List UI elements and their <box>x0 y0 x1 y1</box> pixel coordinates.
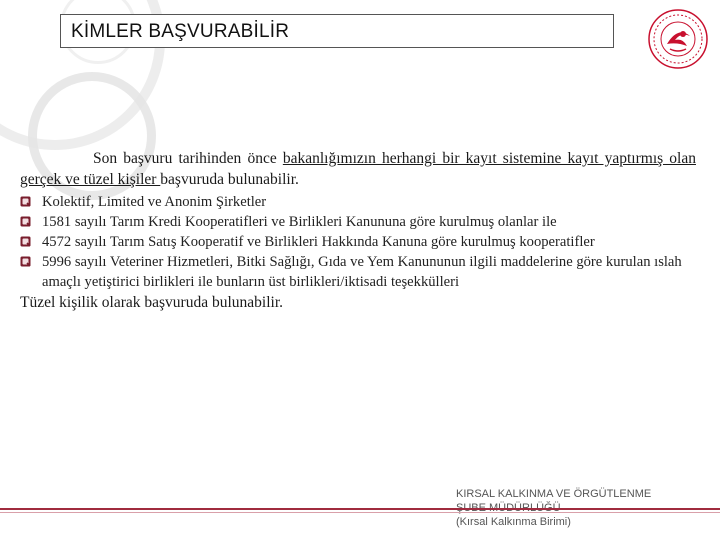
intro-paragraph <box>20 148 696 190</box>
checkbox-q-bullet-icon <box>20 256 31 267</box>
list-item <box>20 212 696 232</box>
checkbox-q-bullet-icon <box>20 216 31 227</box>
content-area <box>20 148 696 313</box>
intro-text: Son başvuru tarihinden önce <box>93 150 283 167</box>
list-item-text: 4572 sayılı Tarım Satış Kooperatif ve Birlikleri Hakkında Kanuna göre kurulmuş kooperatifler <box>42 234 595 250</box>
footer-line-3: (Kırsal Kalkınma Birimi) <box>456 516 571 528</box>
slide-title: KİMLER BAŞVURABİLİR <box>71 21 290 42</box>
list-item-text: 1581 sayılı Tarım Kredi Kooperatifleri ve Birlikleri Kanununa göre kurulmuş olanlar ile <box>42 214 557 230</box>
footer-divider-thin <box>0 512 720 513</box>
checkbox-q-bullet-icon <box>20 236 31 247</box>
slide-title-box <box>60 14 614 48</box>
list-item <box>20 232 696 252</box>
eligibility-list <box>20 192 696 292</box>
list-item-text: Kolektif, Limited ve Anonim Şirketler <box>42 194 267 210</box>
intro-emphasis: bakanlığımızın herhangi bir kayıt sistemine kayıt yaptırmış olan gerçek ve tüzel kişiler <box>20 150 696 188</box>
footer-line-1: KIRSAL KALKINMA VE ÖRGÜTLENME <box>456 488 652 500</box>
list-item-text: 5996 sayılı Veteriner Hizmetleri, Bitki Sağlığı, Gıda ve Yem Kanununun ilgili maddelerine göre kurulan ıslah amaçlı yetiştirici birlikleri ile bunların üst birlikleri/iktisadi teşekkülleri <box>42 254 682 290</box>
list-item <box>20 252 696 292</box>
ministry-seal-icon <box>647 8 709 70</box>
list-item <box>20 192 696 212</box>
closing-sentence: Tüzel kişilik olarak başvuruda bulunabilir. <box>20 294 284 311</box>
intro-text-end: başvuruda bulunabilir. <box>160 171 299 188</box>
checkbox-q-bullet-icon <box>20 196 31 207</box>
footer-divider <box>0 508 720 510</box>
